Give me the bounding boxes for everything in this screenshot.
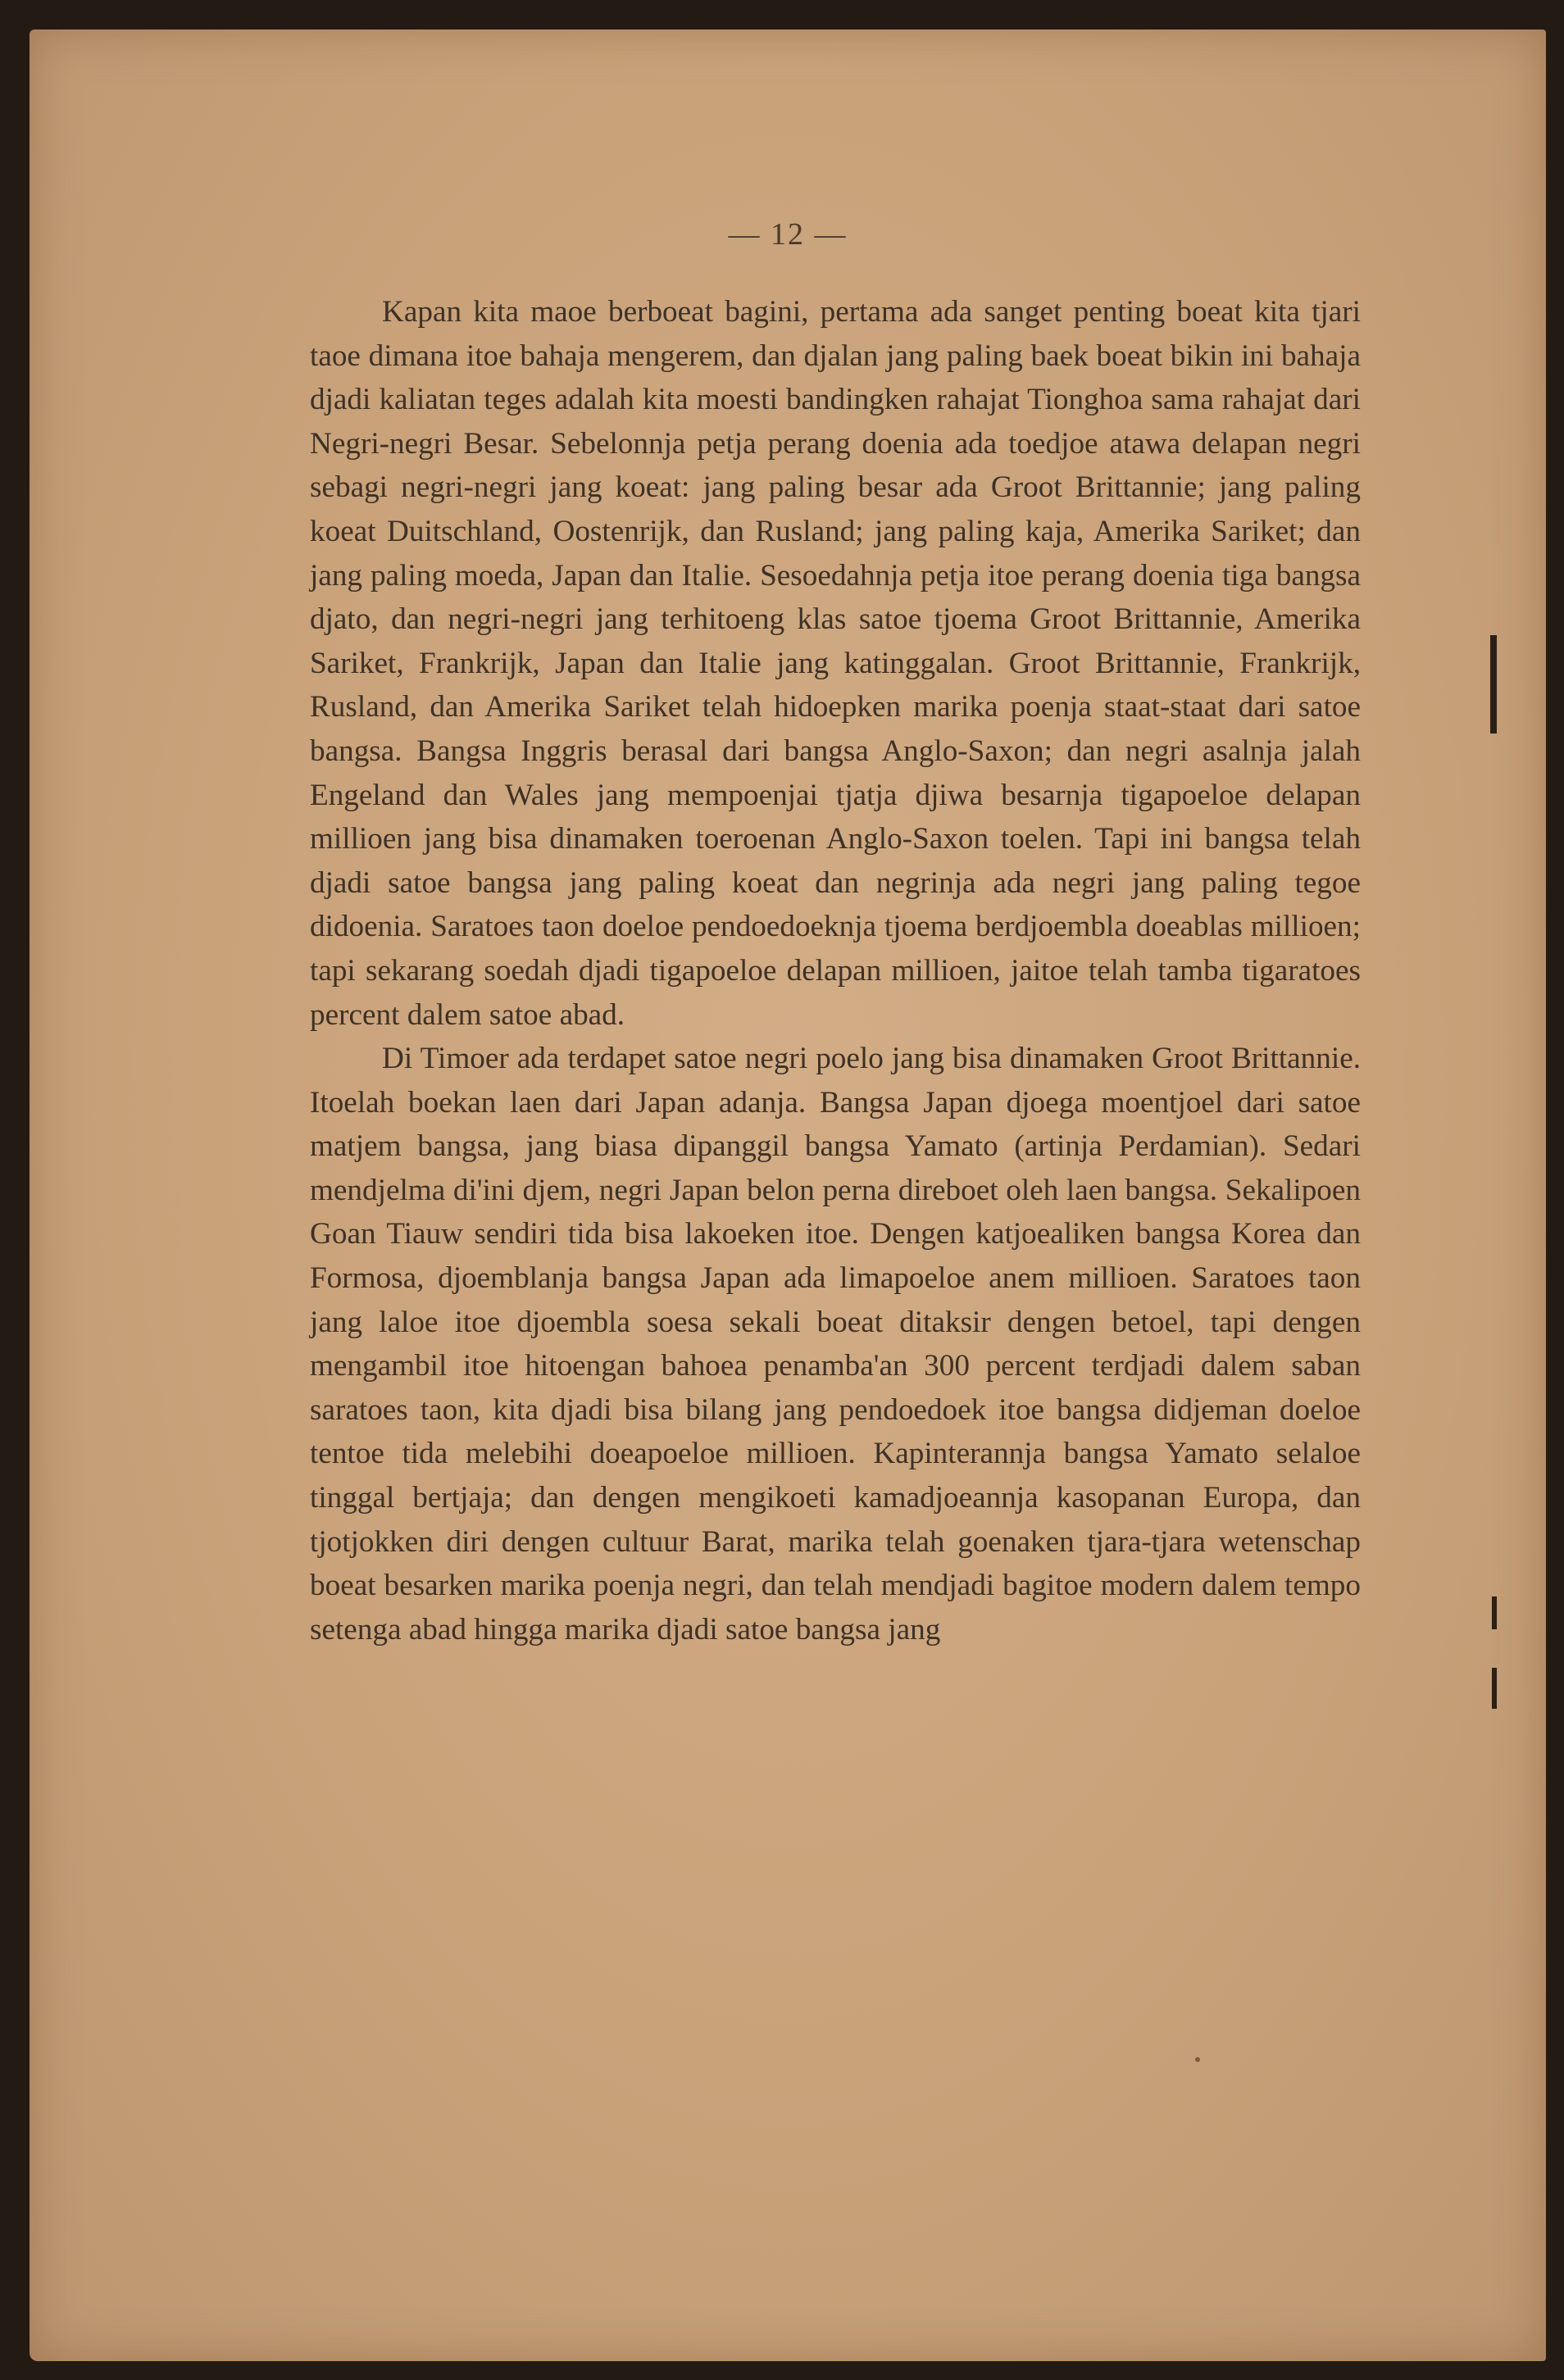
binding-mark-middle (1492, 1597, 1497, 1629)
binding-mark-top (1490, 635, 1497, 734)
page-number: — 12 — (728, 217, 848, 252)
binding-mark-bottom (1492, 1668, 1497, 1709)
paragraph-2: Di Timoer ada terdapet satoe negri poelo jang bisa dinamaken Groot Brittannie. Itoelah boekan laen dari Japan adanja. Bangsa Japan djoega moentjoel dari satoe matjem bangsa, jang biasa dipanggil bangsa Yamato (artinja Perdamian). Sedari mendjelma di'ini djem, negri Japan belon perna direboet oleh laen bangsa. Sekalipoen Goan Tiauw sendiri tida bisa lakoeken itoe. Dengen katjoealiken bangsa Korea dan Formosa, djoemblanja bangsa Japan ada limapoeloe anem millioen. Saratoes taon jang laloe itoe djoembla soesa sekali boeat ditaksir dengen betoel, tapi dengen mengambil itoe hitoengan bahoea penamba'an 300 percent terdjadi dalem saban saratoes taon, kita djadi bisa bilang jang pendoedoek itoe bangsa didjeman doeloe tentoe tida melebihi doeapoeloe millioen. Kapinterannja bangsa Yamato selaloe tinggal bertjaja; dan dengen mengikoeti kamadjoeannja kasopanan Europa, dan tjotjokken diri dengen cultuur Barat, marika telah goenaken tjara-tjara wetenschap boeat besarken marika poenja negri, dan telah mendjadi bagitoe modern dalem tempo setenga abad hingga marika djadi satoe bangsa jang (310, 1042, 1361, 1646)
paper-speck (1195, 2057, 1200, 2062)
page-body-text (310, 290, 1361, 1651)
book-page (30, 30, 1546, 2361)
paragraph-1: Kapan kita maoe berboeat bagini, pertama ada sanget penting boeat kita tjari taoe dimana itoe bahaja mengerem, dan djalan jang paling baek boeat bikin ini bahaja djadi kaliatan teges adalah kita moesti bandingken rahajat Tionghoa sama rahajat dari Negri-negri Besar. Sebelonnja petja perang doenia ada toedjoe atawa delapan negri sebagi negri-negri jang koeat: jang paling besar ada Groot Brittannie; jang paling koeat Duitschland, Oostenrijk, dan Rusland; jang paling kaja, Amerika Sariket; dan jang paling moeda, Japan dan Italie. Sesoedahnja petja itoe perang doenia tiga bangsa djato, dan negri-negri jang terhitoeng klas satoe tjoema Groot Brittannie, Amerika Sariket, Frankrijk, Japan dan Italie jang katinggalan. Groot Brittannie, Frankrijk, Rusland, dan Amerika Sariket telah hidoepken marika poenja staat-staat dari satoe bangsa. Bangsa Inggris berasal dari bangsa Anglo-Saxon; dan negri asalnja jalah Engeland dan Wales jang mempoenjai tjatja djiwa besarnja tigapoeloe delapan millioen jang bisa dinamaken toeroenan Anglo-Saxon toelen. Tapi ini bangsa telah djadi satoe bangsa jang paling koeat dan negrinja ada negri jang paling tegoe didoenia. Saratoes taon doeloe pendoedoeknja tjoema berdjoembla doeablas millioen; tapi sekarang soedah djadi tigapoeloe delapan millioen, jaitoe telah tamba tigaratoes percent dalem satoe abad. (310, 295, 1361, 1032)
